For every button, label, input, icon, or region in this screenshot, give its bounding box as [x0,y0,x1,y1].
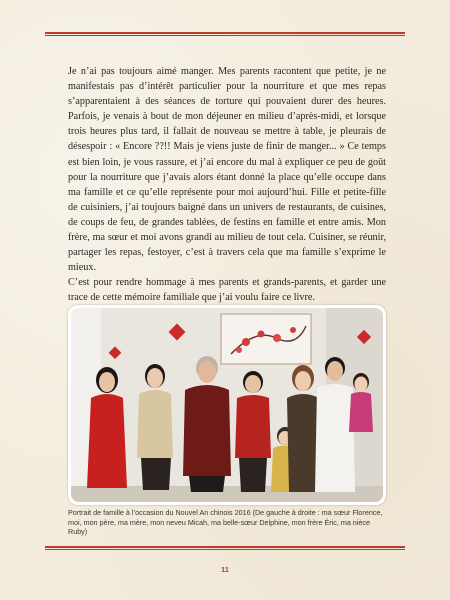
family-photo-frame [68,305,386,505]
body-text [68,64,386,306]
paragraph-closing: C’est pour rendre hommage à mes parents et grands-parents, et garder une trace de cette mémoire familiale que j’ai voulu faire ce livre. [68,277,386,304]
family-photo [71,308,383,502]
bottom-rule [45,546,405,550]
page-number: 11 [221,565,229,574]
paragraph-intro: Je n’ai pas toujours aimé manger. Mes parents racontent que petite, je ne manifestais pas d’intérêt particulier pour la nourriture et que mes repas s’apparentaient à des séances de torture qui pouvaient durer des heures. Parfois, je venais à bout de mon déjeuner en milieu d’après-midi, et lorsque trois heures plus tard, il fallait de nouveau se mettre à table, je pleurais de désespoir : « Encore ??!! Mais je viens juste de finir de manger... » Ce temps est bien loin, je vous rassure, et j’ai encore du mal à expliquer ce peu de goût pour la nourriture que j’avais alors étant donné la place qu’elle occupe dans ma famille et ce qu’elle représente pour moi aujourd’hui. Fille et petite-fille de cuisiniers, j’ai toujours baigné dans un univers de restaurants, de cuisines, de coups de feu, de grandes tablées, de festins en famille et entre amis. Mon frère, ma sœur et moi avons grandi au milieu de tout cela. Cuisiner, se réunir, partager les repas, festoyer, c’est à travers cela que ma famille s’exprime le mieux. [68,66,386,274]
photo-caption: Portrait de famille à l’occasion du Nouvel An chinois 2016 (De gauche à droite : ma sœur Florence, moi, mon père, ma mère, mon neveu Micah, ma belle-sœur Delphine, mon frère Éric, ma nièce Ruby) [68,508,383,536]
top-rule [45,32,405,36]
